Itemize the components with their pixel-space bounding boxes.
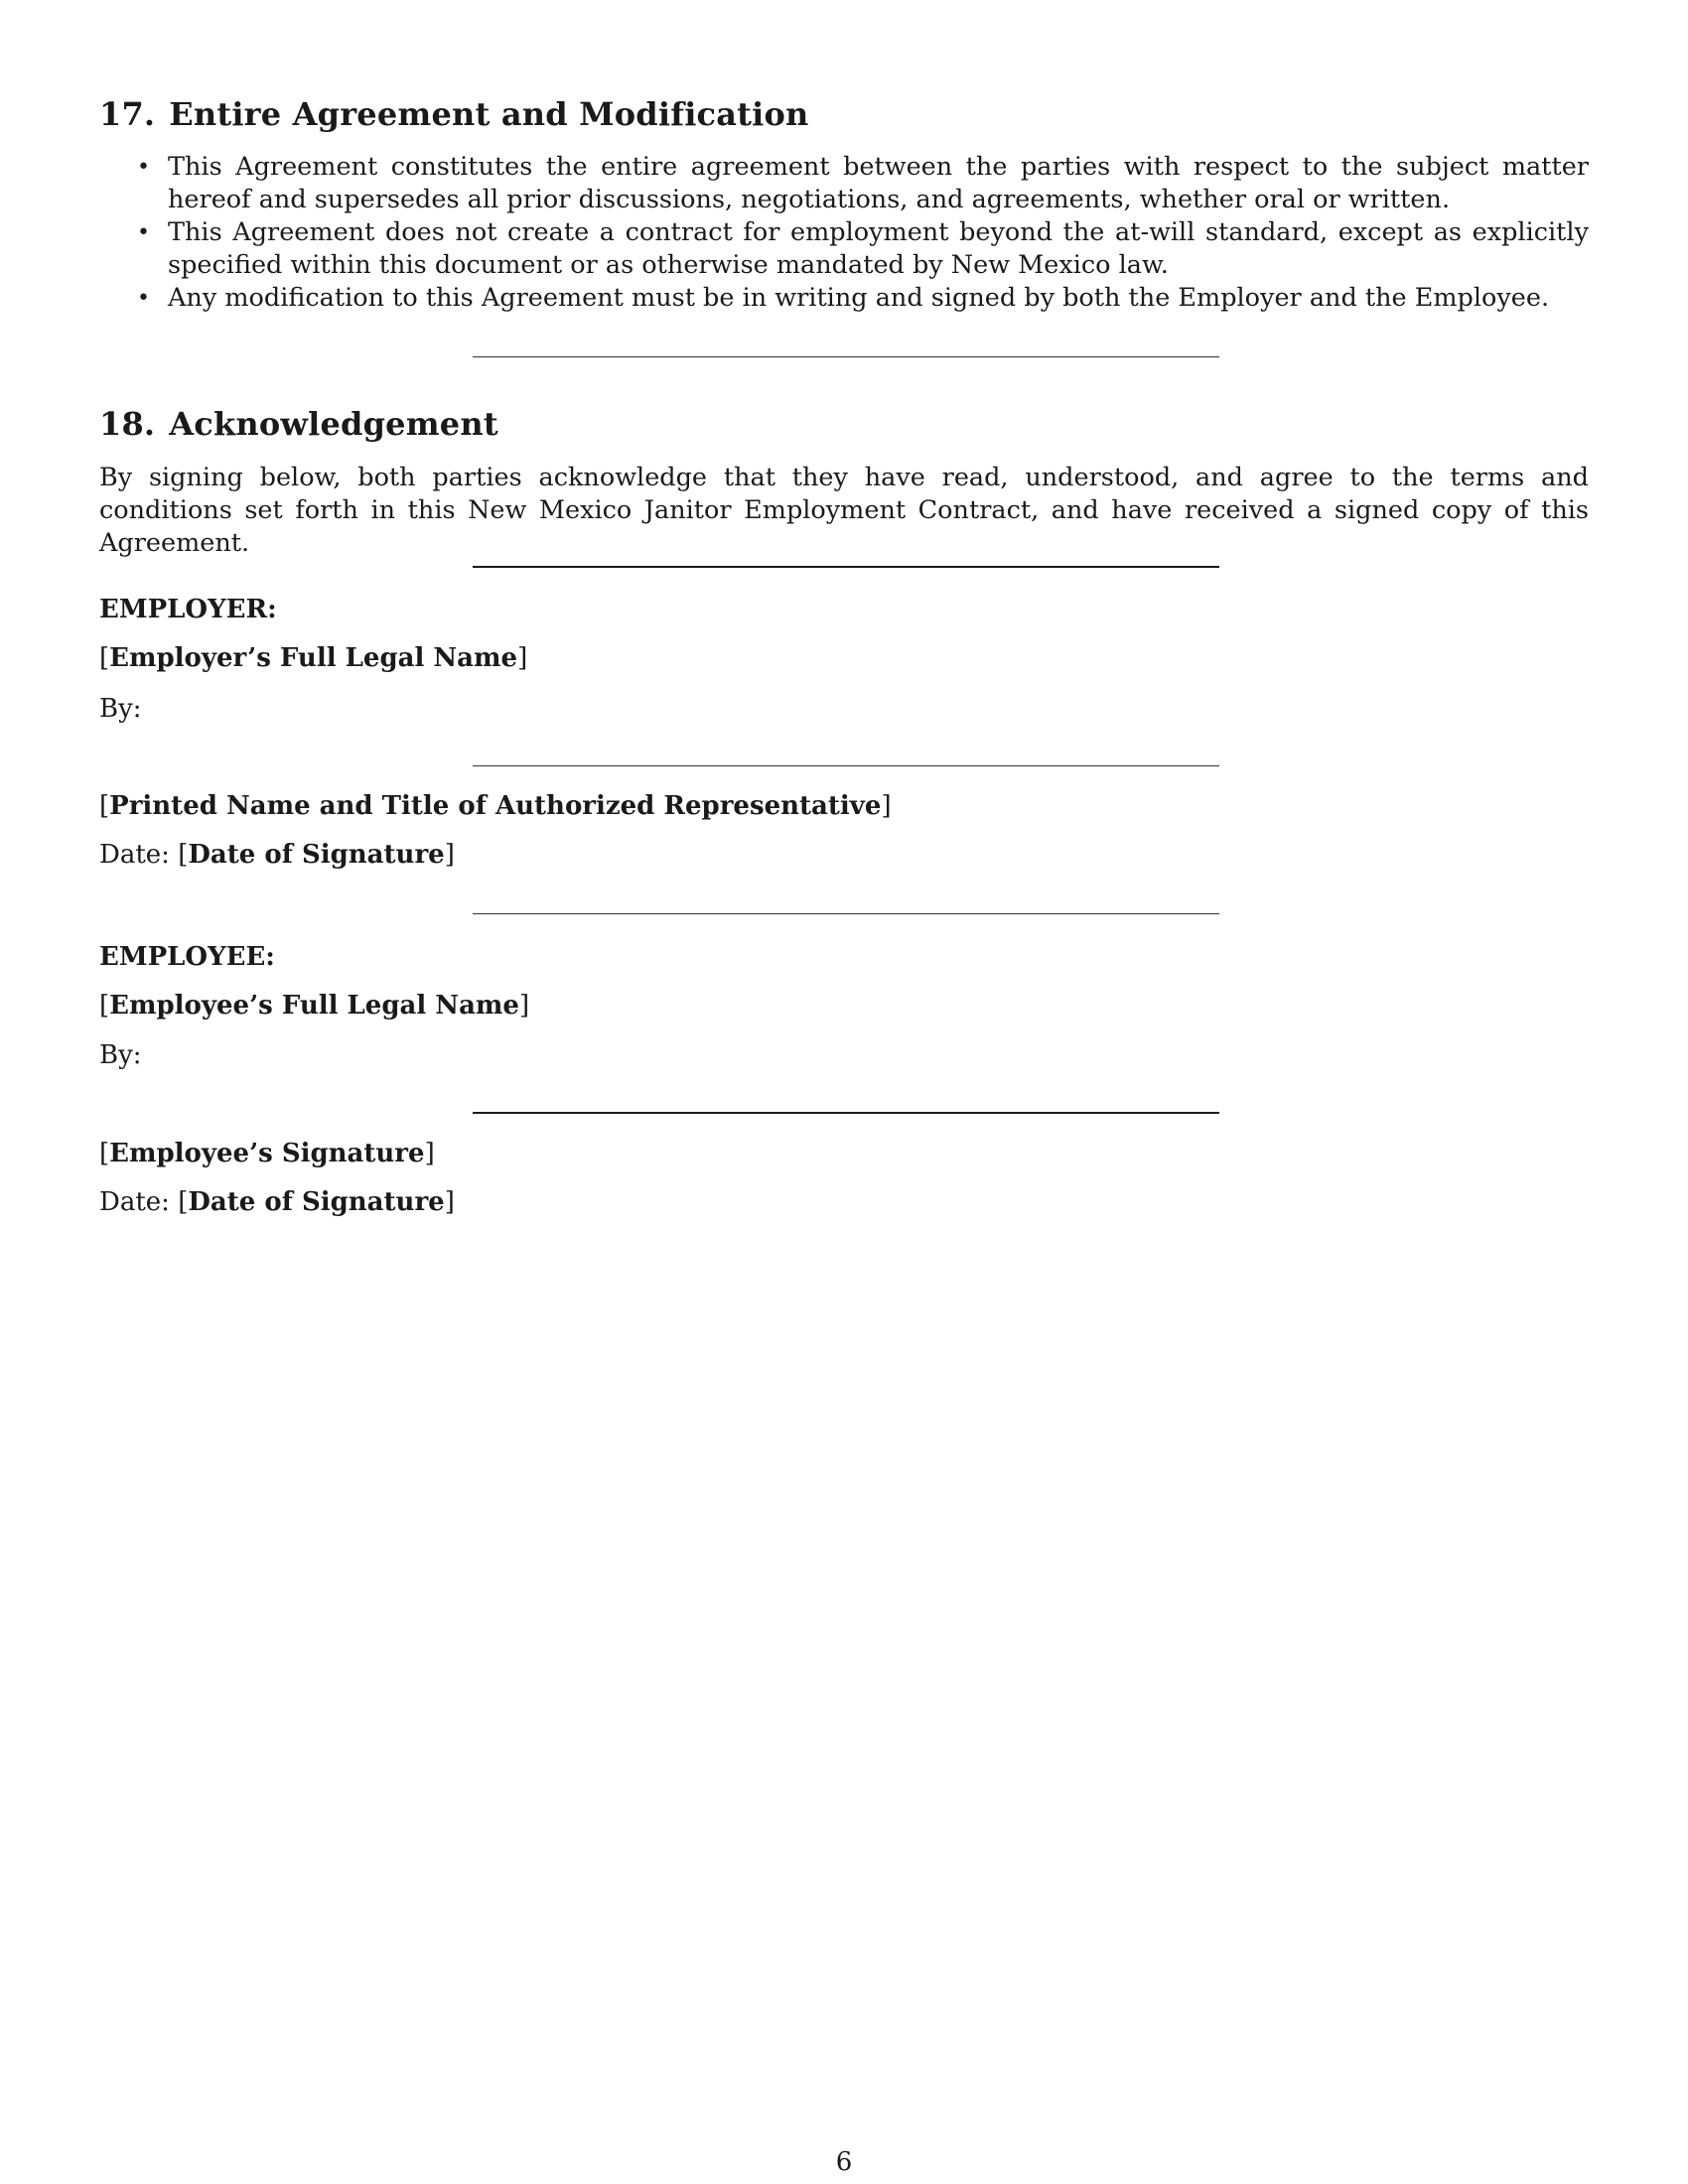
employer-name-field: [Employer’s Full Legal Name] xyxy=(99,643,528,673)
employer-by-label: By: xyxy=(99,694,142,724)
horizontal-rule xyxy=(473,913,1219,914)
section-18-heading xyxy=(99,405,498,443)
employer-date-field: Date: [Date of Signature] xyxy=(99,840,455,870)
horizontal-rule xyxy=(473,566,1219,568)
bullet-item: • This Agreement constitutes the entire agreement between the parties with respect to the subject matter hereof and supersedes all prior discussions, negotiations, and agreements, whether oral or written. xyxy=(99,151,1589,216)
section-17-number: 17. xyxy=(99,95,156,133)
bullet-item: • This Agreement does not create a contract for employment beyond the at-will standard, except as explicitly specified within this document or as otherwise mandated by New Mexico law. xyxy=(99,216,1589,282)
page-number: 6 xyxy=(835,2147,853,2177)
employee-heading: EMPLOYEE: xyxy=(99,942,275,972)
employee-date-placeholder: Date of Signature xyxy=(188,1187,445,1217)
horizontal-rule xyxy=(473,356,1219,357)
employer-heading: EMPLOYER: xyxy=(99,595,277,624)
section-17-bullet-list xyxy=(99,151,1589,315)
employee-date-label: Date: xyxy=(99,1187,179,1217)
employer-date-label: Date: xyxy=(99,840,179,870)
employer-printed-name-field: [Printed Name and Title of Authorized Representative] xyxy=(99,791,892,821)
employee-date-field: Date: [Date of Signature] xyxy=(99,1187,455,1217)
employer-printed-placeholder: Printed Name and Title of Authorized Representative xyxy=(109,791,882,821)
bullet-item: • Any modification to this Agreement must be in writing and signed by both the Employer and the Employee. xyxy=(99,282,1589,315)
employee-signature-placeholder: Employee’s Signature xyxy=(109,1139,425,1168)
section-18-title: Acknowledgement xyxy=(169,405,498,443)
employee-signature-field: [Employee’s Signature] xyxy=(99,1139,435,1168)
acknowledgement-paragraph: By signing below, both parties acknowledge that they have read, understood, and agree to the terms and conditions set forth in this New Mexico Janitor Employment Contract, and have received a signed copy of this Agreement. xyxy=(99,463,1589,558)
employee-by-label: By: xyxy=(99,1040,142,1070)
section-17-heading xyxy=(99,95,809,133)
document-page xyxy=(99,0,1589,2184)
employer-signature-line xyxy=(473,765,1219,766)
employee-name-field: [Employee’s Full Legal Name] xyxy=(99,991,530,1021)
section-17-title: Entire Agreement and Modification xyxy=(169,95,809,133)
section-18-number: 18. xyxy=(99,405,156,443)
employer-date-placeholder: Date of Signature xyxy=(188,840,445,870)
employer-name-placeholder: Employer’s Full Legal Name xyxy=(109,643,518,673)
employee-signature-line xyxy=(473,1112,1219,1114)
employee-name-placeholder: Employee’s Full Legal Name xyxy=(109,991,519,1021)
